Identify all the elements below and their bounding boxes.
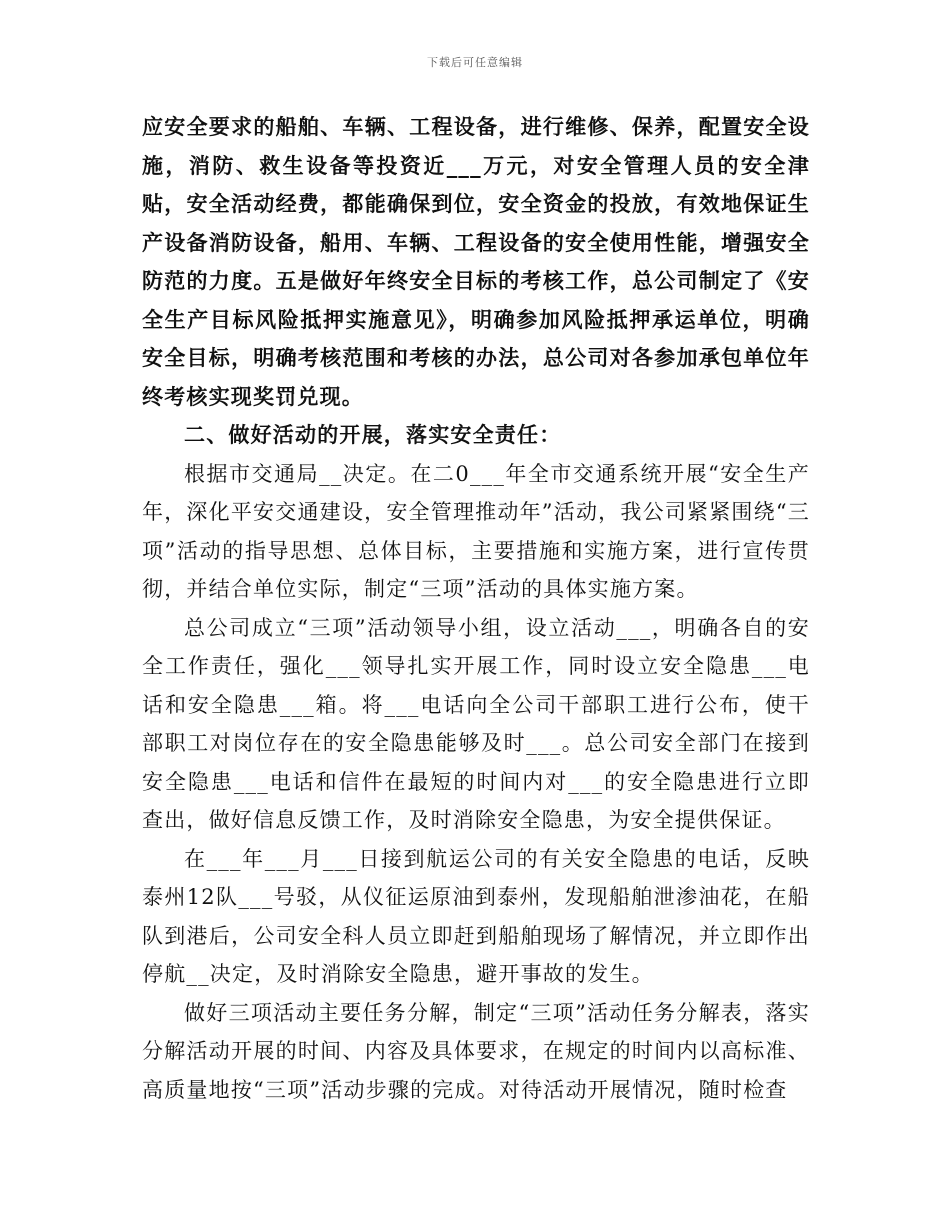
page-header-note: 下载后可任意编辑 (427, 56, 523, 69)
paragraph-safety-investment: 应安全要求的船舶、车辆、工程设备，进行维修、保养，配置安全设施，消防、救生设备等投资近___万元，对安全管理人员的安全津贴，安全活动经费，都能确保到位，安全资金的投放，有效地保证生产设备消防设备，船用、车辆、工程设备的安全使用性能，增强安全防范的力度。五是做好年终安全目标的考核工作，总公司制定了《安全生产目标风险抵押实施意见》，明确参加风险抵押承运单位，明确安全目标，明确考核范围和考核的办法，总公司对各参加承包单位年终考核实现奖罚兑现。 (142, 114, 810, 409)
paragraph-city-decision: 根据市交通局__决定。在二0___年全市交通系统开展“安全生产年，深化平安交通建设，安全管理推动年”活动，我公司紧紧围绕“三项”活动的指导思想、总体目标，主要措施和实施方案，进行宣传贯彻，并结合单位实际，制定“三项”活动的具体实施方案。 (142, 461, 810, 601)
paragraph-leadership-group: 总公司成立“三项”活动领导小组，设立活动___，明确各自的安全工作责任，强化___领导扎实开展工作，同时设立安全隐患___电话和安全隐患___箱。将___电话向全公司干部职工进行公布，使干部职工对岗位存在的安全隐患能够及时___。总公司安全部门在接到安全隐患___电话和信件在最短的时间内对___的安全隐患进行立即查出，做好信息反馈工作，及时消除安全隐患，为安全提供保证。 (142, 615, 810, 832)
section-heading-activities: 二、做好活动的开展，落实安全责任： (184, 422, 562, 447)
document-body (142, 108, 810, 1109)
paragraph-hazard-report: 在___年___月___日接到航运公司的有关安全隐患的电话，反映泰州12队___号驳，从仪征运原油到泰州，发现船舶泄渗油花，在船队到港后，公司安全科人员立即赶到船舶现场了解情况，并立即作出停航__决定，及时消除安全隐患，避开事故的发生。 (142, 846, 810, 986)
paragraph-task-breakdown: 做好三项活动主要任务分解，制定“三项”活动任务分解表，落实分解活动开展的时间、内容及具体要求，在规定的时间内以高标准、高质量地按“三项”活动步骤的完成。对待活动开展情况，随时检查 (142, 1000, 810, 1102)
